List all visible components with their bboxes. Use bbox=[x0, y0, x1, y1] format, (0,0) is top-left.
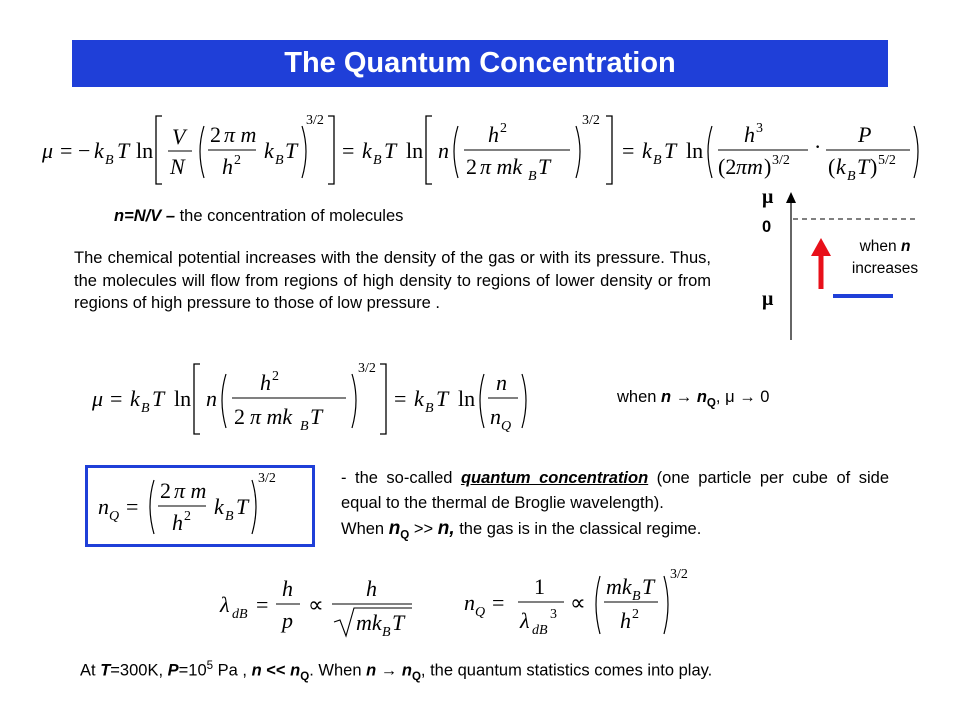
svg-text:3: 3 bbox=[756, 121, 763, 136]
bottom-nq: n bbox=[290, 661, 301, 680]
svg-text:5/2: 5/2 bbox=[878, 153, 896, 168]
bottom-when: . When bbox=[309, 661, 367, 680]
quantum-def-n: n, bbox=[437, 518, 455, 539]
diagram-mu-axis-label: μ bbox=[762, 186, 774, 208]
diagram-mu-level-label: μ bbox=[762, 288, 774, 310]
bottom-P-exponent: 5 bbox=[206, 660, 214, 672]
svg-text:h: h bbox=[366, 576, 377, 601]
definition-term: n=N/V bbox=[114, 207, 162, 225]
svg-text:=: = bbox=[622, 138, 635, 163]
svg-text:π mk: π mk bbox=[250, 404, 293, 429]
bottom-P: P bbox=[167, 661, 179, 680]
svg-text:B: B bbox=[300, 419, 309, 434]
svg-text:3/2: 3/2 bbox=[358, 361, 376, 376]
equation-chemical-potential bbox=[40, 112, 920, 192]
svg-text:k: k bbox=[264, 138, 274, 163]
bottom-T: T bbox=[100, 661, 111, 680]
diagram-zero-label: 0 bbox=[762, 218, 772, 236]
limit-comma: , bbox=[715, 388, 721, 406]
limit-nq: n bbox=[696, 388, 707, 406]
svg-text:3: 3 bbox=[550, 607, 557, 622]
svg-text:=: = bbox=[110, 386, 123, 411]
svg-text:π m: π m bbox=[224, 122, 257, 147]
quantum-concentration-box bbox=[85, 465, 315, 547]
svg-text:h: h bbox=[282, 576, 293, 601]
svg-text:n: n bbox=[496, 370, 507, 395]
limit-note bbox=[617, 388, 769, 409]
svg-text:ln: ln bbox=[406, 138, 424, 163]
svg-text:T: T bbox=[384, 138, 397, 163]
svg-text:Q: Q bbox=[501, 419, 512, 434]
svg-text:T: T bbox=[642, 574, 655, 599]
bottom-at: At bbox=[80, 661, 101, 680]
bottom-T-value: =300K, bbox=[110, 661, 168, 680]
svg-text:h: h bbox=[260, 370, 271, 395]
svg-text:h: h bbox=[620, 608, 631, 633]
svg-text:): ) bbox=[764, 154, 772, 179]
svg-text:B: B bbox=[275, 153, 284, 168]
bottom-rest: , the quantum statistics comes into play. bbox=[420, 661, 713, 680]
svg-text:T: T bbox=[436, 386, 449, 411]
svg-text:2: 2 bbox=[272, 369, 279, 384]
svg-text:T: T bbox=[285, 138, 298, 163]
svg-text:3/2: 3/2 bbox=[258, 471, 276, 486]
svg-text:n: n bbox=[98, 494, 109, 519]
svg-text:h: h bbox=[744, 122, 755, 147]
chemical-potential-paragraph: The chemical potential increases with the density of the gas or with its pressure. Thus, the molecules will flow from regions of high density to regions of lower density or from regions of high pressure to those of low pressure . bbox=[74, 249, 711, 312]
svg-text:mk: mk bbox=[356, 610, 382, 635]
svg-text:Q: Q bbox=[475, 605, 486, 620]
quantum-def-prefix: - the so-called bbox=[341, 469, 461, 487]
svg-text:T: T bbox=[152, 386, 165, 411]
svg-text:3/2: 3/2 bbox=[772, 153, 790, 168]
diagram-caption bbox=[830, 236, 940, 280]
svg-text:k: k bbox=[130, 386, 140, 411]
svg-text:k: k bbox=[214, 494, 224, 519]
svg-text:B: B bbox=[632, 589, 641, 604]
bottom-unit: Pa , bbox=[213, 661, 252, 680]
svg-text:μ: μ bbox=[42, 138, 54, 163]
svg-text:ln: ln bbox=[458, 386, 476, 411]
svg-text:μ: μ bbox=[92, 386, 104, 411]
svg-text:2: 2 bbox=[160, 478, 171, 503]
svg-text:h: h bbox=[222, 154, 233, 179]
svg-text:h: h bbox=[488, 122, 499, 147]
definition-text: the concentration of molecules bbox=[179, 207, 404, 225]
svg-text:n: n bbox=[206, 386, 217, 411]
bottom-nq-subscript: Q bbox=[300, 670, 310, 683]
limit-arrow: → bbox=[675, 388, 693, 406]
svg-text:2: 2 bbox=[466, 154, 477, 179]
diagram-caption-n: n bbox=[900, 238, 911, 255]
svg-text:∝: ∝ bbox=[570, 590, 586, 615]
equation-nq-proportional bbox=[460, 560, 710, 646]
slide-title: The Quantum Concentration bbox=[72, 40, 888, 87]
svg-text:B: B bbox=[382, 625, 391, 640]
svg-text:=: = bbox=[126, 494, 139, 519]
quantum-def-rest: (one particle per cube of side equal to the thermal de Broglie wavelength). bbox=[341, 469, 889, 512]
concentration-definition bbox=[114, 207, 403, 226]
svg-text:k: k bbox=[362, 138, 372, 163]
svg-text:dB: dB bbox=[232, 607, 248, 622]
quantum-def-nq-subscript: Q bbox=[400, 529, 410, 542]
bottom-n-2: n bbox=[366, 661, 377, 680]
svg-text:ln: ln bbox=[136, 138, 154, 163]
svg-text:1: 1 bbox=[534, 574, 545, 599]
svg-text:2: 2 bbox=[500, 121, 507, 136]
svg-text:n: n bbox=[464, 590, 475, 615]
svg-text:k: k bbox=[94, 138, 104, 163]
svg-text:=: = bbox=[256, 592, 269, 617]
svg-text:P: P bbox=[858, 122, 872, 147]
diagram-caption-increases: increases bbox=[851, 260, 919, 277]
svg-text:=: = bbox=[394, 386, 407, 411]
svg-text:k: k bbox=[642, 138, 652, 163]
bottom-nq-2: n bbox=[401, 661, 412, 680]
svg-text:n: n bbox=[438, 138, 449, 163]
svg-text:T: T bbox=[664, 138, 677, 163]
bottom-P-value: =10 bbox=[178, 661, 207, 680]
limit-mu: μ bbox=[725, 388, 735, 406]
bottom-ll: << bbox=[261, 661, 291, 680]
svg-text:λ: λ bbox=[520, 608, 530, 633]
bottom-nq-2-subscript: Q bbox=[411, 670, 421, 683]
svg-text:·: · bbox=[814, 134, 822, 159]
svg-text:=: = bbox=[60, 138, 73, 163]
limit-zero: 0 bbox=[760, 388, 770, 406]
quantum-def-line2-rest: the gas is in the classical regime. bbox=[454, 520, 702, 538]
svg-text:T: T bbox=[538, 154, 551, 179]
svg-text:B: B bbox=[847, 169, 856, 184]
svg-text:h: h bbox=[172, 510, 183, 535]
svg-text:(: ( bbox=[828, 154, 836, 179]
svg-text:3/2: 3/2 bbox=[582, 113, 600, 128]
svg-text:B: B bbox=[653, 153, 662, 168]
quantum-concentration-description bbox=[341, 466, 889, 548]
svg-text:T: T bbox=[392, 610, 405, 635]
svg-text:ln: ln bbox=[174, 386, 192, 411]
svg-text:=: = bbox=[492, 590, 505, 615]
svg-text:N: N bbox=[170, 154, 185, 179]
equation-de-broglie bbox=[216, 566, 416, 646]
svg-text:T: T bbox=[857, 154, 870, 179]
svg-text:2: 2 bbox=[234, 404, 245, 429]
svg-text:p: p bbox=[282, 608, 293, 633]
diagram-caption-when: when bbox=[859, 238, 897, 255]
svg-text:B: B bbox=[105, 153, 114, 168]
svg-text:2: 2 bbox=[210, 122, 221, 147]
svg-text:3/2: 3/2 bbox=[670, 567, 688, 582]
svg-text:=: = bbox=[342, 138, 355, 163]
limit-nq-subscript: Q bbox=[706, 397, 716, 410]
svg-text:T: T bbox=[236, 494, 249, 519]
svg-text:B: B bbox=[373, 153, 382, 168]
quantum-def-gg: >> bbox=[409, 520, 438, 538]
svg-text:): ) bbox=[870, 154, 878, 179]
svg-text:k: k bbox=[836, 154, 846, 179]
svg-text:π mk: π mk bbox=[480, 154, 523, 179]
quantum-def-when: When bbox=[341, 520, 389, 538]
svg-text:2: 2 bbox=[184, 509, 191, 524]
svg-text:π m: π m bbox=[174, 478, 207, 503]
svg-text:πm: πm bbox=[736, 154, 763, 179]
limit-arrow-2: → bbox=[739, 388, 756, 406]
equation-mu-limit bbox=[88, 360, 558, 442]
bottom-arrow: → bbox=[376, 661, 402, 680]
svg-text:B: B bbox=[425, 401, 434, 416]
svg-text:V: V bbox=[172, 124, 186, 149]
bottom-n: n bbox=[251, 661, 262, 680]
quantum-def-term: quantum concentration bbox=[460, 469, 649, 487]
svg-text:T: T bbox=[117, 138, 130, 163]
bottom-statement bbox=[80, 660, 712, 683]
svg-text:n: n bbox=[490, 404, 501, 429]
svg-text:2: 2 bbox=[234, 153, 241, 168]
svg-text:λ: λ bbox=[220, 592, 230, 617]
svg-text:dB: dB bbox=[532, 623, 548, 638]
definition-dash: – bbox=[161, 207, 180, 225]
svg-text:(2: (2 bbox=[718, 154, 737, 179]
limit-n: n bbox=[661, 388, 672, 406]
svg-text:ln: ln bbox=[686, 138, 704, 163]
quantum-def-nq: n bbox=[388, 518, 401, 539]
svg-text:Q: Q bbox=[109, 509, 120, 524]
svg-text:3/2: 3/2 bbox=[306, 113, 324, 128]
svg-text:B: B bbox=[141, 401, 150, 416]
svg-text:B: B bbox=[528, 169, 537, 184]
svg-text:k: k bbox=[414, 386, 424, 411]
limit-when: when bbox=[617, 388, 657, 406]
svg-text:2: 2 bbox=[632, 607, 639, 622]
svg-text:∝: ∝ bbox=[308, 592, 324, 617]
svg-text:−: − bbox=[78, 138, 91, 163]
svg-text:T: T bbox=[310, 404, 323, 429]
svg-text:mk: mk bbox=[606, 574, 632, 599]
svg-text:B: B bbox=[225, 509, 234, 524]
